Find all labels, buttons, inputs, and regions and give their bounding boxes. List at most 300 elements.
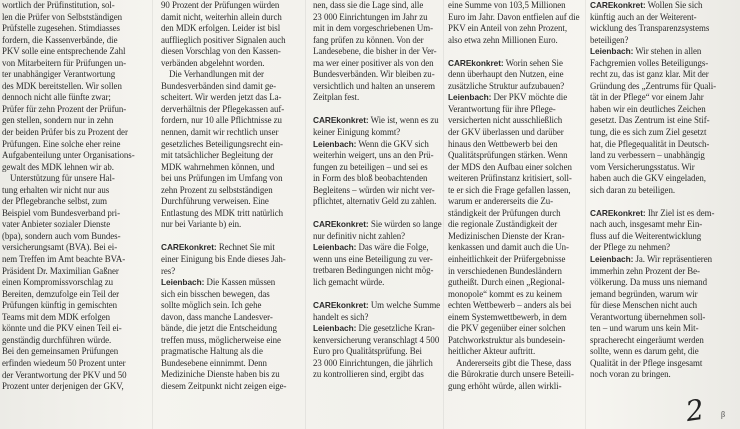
column-gutter — [305, 0, 306, 429]
text-line — [448, 162, 586, 174]
line-text: kenversicherung veranschlagt 4 500 — [313, 334, 440, 345]
line-text: dennoch nicht alle fünfte zwar; — [2, 92, 111, 103]
text-line — [2, 312, 140, 324]
line-text: die regionale Zuständigkeit der — [448, 219, 558, 230]
text-line — [448, 231, 586, 243]
text-line — [2, 370, 140, 382]
interview-line — [448, 58, 586, 70]
interview-line — [313, 115, 451, 127]
text-line — [313, 81, 451, 93]
text-line — [448, 115, 586, 127]
line-text: kenkassen und damit auch die Un- — [448, 242, 569, 253]
line-text: sollte, wenn es darum geht, die — [590, 346, 699, 357]
line-text: des MDK bereitstellen. Wir sollen — [2, 80, 122, 91]
text-line — [448, 312, 586, 324]
line-text: in Form des bloß beobachtenden — [313, 173, 428, 184]
text-line — [448, 12, 586, 24]
line-text: genständig durchführen würde. — [2, 334, 112, 345]
text-line — [313, 346, 451, 358]
line-text: zehn Prozent zu selbstständigen — [161, 184, 273, 195]
text-line — [161, 312, 299, 324]
text-line — [313, 69, 451, 81]
text-line — [590, 231, 734, 243]
text-line — [448, 242, 586, 254]
line-text: wortlich der Prüfinstitution, sol- — [2, 0, 115, 10]
text-line — [448, 323, 586, 335]
line-text: Patchworkstruktur als bundesein- — [448, 334, 566, 345]
text-line — [161, 254, 299, 266]
text-line — [2, 127, 140, 139]
text-line — [590, 150, 734, 162]
text-line — [2, 173, 140, 185]
line-text: PKV ein Anteil von zehn Prozent, — [448, 23, 568, 34]
line-text: eine Summe von 103,5 Millionen — [448, 0, 566, 10]
line-text: Das wäre die Folge, — [356, 242, 429, 253]
text-line — [2, 266, 140, 278]
answer-label: Leienbach: — [313, 242, 357, 253]
text-line — [161, 81, 299, 93]
line-text: monopole“ kommt es zu keinem — [448, 288, 562, 299]
line-text: Die Verhandlungen mit der — [169, 69, 264, 80]
text-line — [448, 104, 586, 116]
line-text: der GKV überlassen und darüber — [448, 126, 564, 137]
text-line — [161, 69, 299, 81]
text-line — [590, 323, 734, 335]
answer-label: Leienbach: — [313, 138, 357, 149]
line-text: tretbaren Bedingungen nicht mög- — [313, 265, 434, 276]
text-line — [590, 35, 734, 47]
text-line — [2, 300, 140, 312]
text-line — [590, 58, 734, 70]
line-text: Landesebene, die bisher in der Ver- — [313, 46, 437, 57]
text-column-3 — [313, 0, 451, 429]
line-text: Medizinischen Dienste der Kran- — [448, 230, 565, 241]
line-text: Qualität in der Pflege insgesamt — [590, 357, 703, 368]
answer-label: Leienbach: — [590, 253, 634, 264]
text-line — [448, 69, 586, 81]
text-line — [448, 346, 586, 358]
line-text: nur bei Variante b) ein. — [161, 219, 242, 230]
text-line — [313, 277, 451, 289]
line-text: Aufgabenteilung unter Organisations- — [2, 150, 135, 161]
text-line — [448, 369, 586, 381]
text-line — [448, 0, 586, 12]
line-text: tung, die es sich zum Ziel gesetzt — [590, 127, 707, 138]
line-text: Bundesebene einnimmt. Denn — [161, 357, 267, 368]
line-text: treffen muss, möglicherweise eine — [161, 334, 281, 345]
text-line — [2, 242, 140, 254]
line-text: Mediziniche Dienste haben bis zu — [161, 369, 280, 380]
line-text: könnte und die PKV einen Teil ei- — [2, 323, 122, 334]
text-line — [161, 139, 299, 151]
text-line — [161, 381, 299, 393]
line-text: gutheißt. Durch einen „Regional- — [448, 277, 565, 288]
line-text: zusätzliche Struktur aufzubauen? — [448, 80, 565, 91]
line-text: nen, dass sie die Lage sind, alle — [313, 0, 424, 10]
line-text: noch voran zu bringen. — [590, 369, 671, 380]
text-line — [448, 219, 586, 231]
corner-mark: β — [721, 410, 726, 419]
text-line — [2, 162, 140, 174]
line-text: der MDS den Aufbau einer solchen — [448, 161, 572, 172]
text-line — [448, 35, 586, 47]
text-line — [448, 150, 586, 162]
text-line — [2, 139, 140, 151]
line-text: scheitert. Wir werden jetzt das La- — [161, 92, 282, 103]
question-label: CAREkonkret: — [313, 300, 369, 311]
question-label: CAREkonkret: — [161, 242, 217, 253]
line-text: von Mitarbeitern für Prüfungen un- — [2, 57, 126, 68]
text-line — [161, 23, 299, 35]
line-text: also etwa zehn Millionen Euro. — [448, 34, 558, 45]
line-text: Prozent unter derjenigen der GKV, — [2, 381, 124, 392]
line-text: für diese Menschen nicht auch — [590, 300, 697, 311]
text-line — [313, 265, 451, 277]
text-line — [590, 289, 734, 301]
line-text: sich daran zu beteiligen. — [590, 184, 675, 195]
text-column-1 — [2, 0, 140, 429]
line-text: Rechnet Sie mit — [216, 242, 275, 253]
text-line — [590, 127, 734, 139]
text-line — [590, 185, 734, 197]
text-line — [313, 369, 451, 381]
line-text: nur definitiv nicht zahlen? — [313, 230, 406, 241]
text-line — [161, 289, 299, 301]
text-line — [313, 185, 451, 197]
line-text: Um welche Summe — [368, 300, 441, 311]
text-line — [2, 81, 140, 93]
interview-line — [161, 242, 299, 254]
line-text: ma wer einer positiver als von den — [313, 57, 434, 68]
text-line — [313, 358, 451, 370]
interview-line — [313, 323, 451, 335]
line-text: fordern, nur 10 alle Pflichtnisse zu — [161, 115, 282, 126]
question-label: CAREkonkret: — [590, 0, 646, 10]
line-text: ter unabhängiger Verantwortung — [2, 69, 116, 80]
line-text: den MDK erfolgen. Leider ist bisl — [161, 23, 281, 34]
line-text: PKV solle eine entsprechende Zahl — [2, 46, 126, 57]
line-text: einer Einigung bis Ende dieses Jah- — [161, 253, 286, 264]
interview-line — [161, 277, 299, 289]
line-text: handelt es sich? — [313, 311, 369, 322]
line-text: Euro pro Qualitätsprüfung. Bei — [313, 346, 422, 357]
column-gutter — [585, 0, 586, 429]
line-text: in verschiedenen Bundesländern — [448, 265, 562, 276]
text-line — [590, 300, 734, 312]
line-text: der Pflege zu nehmen? — [590, 242, 671, 253]
text-line — [161, 12, 299, 24]
line-text: zu kontrollieren sind, ergibt das — [313, 369, 424, 380]
text-line — [2, 12, 140, 24]
line-text: len die Prüfer von Selbstständigen — [2, 11, 123, 22]
text-line — [2, 323, 140, 335]
line-text: Bei den gemeinsamen Prüfungen — [2, 346, 119, 357]
text-line — [2, 185, 140, 197]
text-line — [590, 358, 734, 370]
line-text: beteiligen? — [590, 34, 629, 45]
text-line — [313, 0, 451, 12]
answer-label: Leienbach: — [590, 46, 634, 57]
line-text: Durchführung verweisen. Eine — [161, 196, 269, 207]
text-line — [161, 150, 299, 162]
line-text: 23 000 Einrichtungen, die jährlich — [313, 357, 433, 368]
line-text: Prüfstelle zugesehen. Stimdiasses — [2, 23, 120, 34]
line-text: pflichtet, alternativ Geld zu zahlen. — [313, 196, 437, 207]
line-text: ständigkeit der Prüfungen durch — [448, 207, 561, 218]
line-text: fungen zu beteiligen – und sei es — [313, 161, 428, 172]
line-text: einem Systemwettbewerb, in dem — [448, 311, 567, 322]
text-line — [161, 104, 299, 116]
text-line — [2, 219, 140, 231]
text-line — [2, 0, 140, 12]
line-text: aufflieglich positiver Signalen auch — [161, 34, 286, 45]
text-line — [161, 266, 299, 278]
line-text: fang prüfen zu können. Von der — [313, 34, 424, 45]
text-line — [590, 115, 734, 127]
line-text: Worin sehen Sie — [503, 57, 563, 68]
text-line — [161, 58, 299, 70]
line-text: fordern, die Kassenverbände, die — [2, 34, 118, 45]
line-text: Bereiten, demzufolge ein Teil der — [2, 288, 120, 299]
line-text: Euro im Jahr. Davon entfielen auf die — [448, 11, 580, 22]
text-line — [2, 381, 140, 393]
line-text: gesetzt. Das Zentrum ist eine Stif- — [590, 115, 710, 126]
text-line — [2, 23, 140, 35]
text-line — [161, 35, 299, 47]
line-text: vom Versicherungsstatus. Wir — [590, 161, 695, 172]
line-text: gewalt des MDK lehnen wir ab. — [2, 161, 114, 172]
text-line — [2, 277, 140, 289]
text-line — [2, 69, 140, 81]
line-text: sollte möglich sein. Ich gehe — [161, 300, 262, 311]
interview-line — [313, 300, 451, 312]
text-line — [313, 58, 451, 70]
text-line — [313, 35, 451, 47]
line-text: Entlastung des MDK tritt natürlich — [161, 207, 284, 218]
line-text: 90 Prozent der Prüfungen würden — [161, 0, 280, 10]
line-text: (bpa), sondern auch vom Bundes- — [2, 230, 121, 241]
line-text: die Bürokratie durch unsere Beteili- — [448, 369, 574, 380]
line-text: versicherungsamt (BVA). Bei ei- — [2, 242, 118, 253]
text-line — [590, 335, 734, 347]
answer-label: Leienbach: — [448, 92, 492, 103]
line-text: Sie würden so lange — [368, 219, 442, 230]
line-text: versicherten nicht ausschließlich — [448, 115, 563, 126]
line-text: der Verantwortung der PKV und 50 — [2, 369, 127, 380]
text-line — [590, 139, 734, 151]
answer-label: Leienbach: — [161, 277, 205, 288]
text-line — [161, 300, 299, 312]
line-text: gen stellen, sondern nur in zehn — [2, 115, 114, 126]
line-text: Andererseits gibt die These, dass — [456, 357, 572, 368]
text-line — [161, 335, 299, 347]
question-label: CAREkonkret: — [448, 57, 504, 68]
text-line — [313, 196, 451, 208]
text-line — [161, 358, 299, 370]
line-text: Unterstützung für unsere Hal- — [10, 173, 115, 184]
text-line — [161, 185, 299, 197]
line-text: Prüfer für zehn Prozent der Prüfun- — [2, 103, 127, 114]
line-text: Begleitens – würden wir nicht ver- — [313, 184, 435, 195]
line-text: Bundesverbänden. Wir bleiben zu- — [313, 69, 435, 80]
text-line — [2, 104, 140, 116]
line-text: Die gesetzliche Kran- — [356, 323, 435, 334]
line-text: Wir stehen in allen — [633, 46, 702, 57]
line-text: künftig auch an der Weiterent- — [590, 11, 697, 22]
line-text: weiterhin weigert, uns an den Prü- — [313, 150, 434, 161]
line-text: derverhältnis der Pflegekassen auf- — [161, 103, 285, 114]
line-text: völkerung. Da muss uns niemand — [590, 277, 708, 288]
text-line — [161, 346, 299, 358]
text-line — [590, 219, 734, 231]
text-line — [313, 46, 451, 58]
column-gutter — [152, 0, 153, 429]
question-label: CAREkonkret: — [313, 219, 369, 230]
line-text: Gründung des „Zentrums für Quali- — [590, 80, 717, 91]
line-text: Bundesverbänden sind damit ge- — [161, 80, 277, 91]
text-line — [2, 289, 140, 301]
question-label: CAREkonkret: — [590, 207, 646, 218]
text-line — [590, 81, 734, 93]
text-line — [2, 346, 140, 358]
text-line — [2, 35, 140, 47]
text-line — [590, 312, 734, 324]
line-text: Die Kassen müssen — [204, 277, 276, 288]
text-line — [2, 335, 140, 347]
text-line — [313, 335, 451, 347]
line-text: Ihr Ziel ist es dem- — [645, 207, 715, 218]
text-line — [161, 115, 299, 127]
line-text: tät in der Pflege“ vor einem Jahr — [590, 92, 704, 103]
text-line — [161, 323, 299, 335]
text-line — [448, 266, 586, 278]
line-text: lich gemacht würde. — [313, 277, 385, 288]
text-line — [448, 127, 586, 139]
line-text: fluss auf die Weiterentwicklung — [590, 230, 702, 241]
line-text: Beispiel vom Bundesverband pri- — [2, 207, 120, 218]
line-text: einheitlichkeit der Prüfergebnisse — [448, 253, 566, 264]
line-text: sich ein bisschen bewegen, das — [161, 288, 270, 299]
line-text: Prüfungen künftig in gemischten — [2, 300, 118, 311]
text-line — [590, 69, 734, 81]
text-line — [590, 23, 734, 35]
line-text: MDK wahrnehmen können, und — [161, 161, 275, 172]
line-text: Verantwortung übernehmen soll- — [590, 311, 706, 322]
line-text: gung erhöht würde, allen wirkli- — [448, 381, 562, 391]
text-line — [448, 381, 586, 393]
text-line — [161, 0, 299, 12]
text-line — [2, 58, 140, 70]
interview-line — [448, 92, 586, 104]
text-line — [2, 150, 140, 162]
text-line — [2, 208, 140, 220]
line-text: bände, die jetzt die Entscheidung — [161, 323, 277, 334]
text-line — [313, 12, 451, 24]
line-text: haben wir ein deutliches Zeichen — [590, 103, 706, 114]
line-text: Ja. Wir repräsentieren — [633, 253, 712, 264]
line-text: bei uns Prüfungen im Umfang von — [161, 173, 283, 184]
text-line — [313, 162, 451, 174]
line-text: versichtlich und halten an unserem — [313, 80, 436, 91]
text-line — [590, 173, 734, 185]
text-line — [448, 300, 586, 312]
line-text: Präsident Dr. Maximilian Gaßner — [2, 265, 119, 276]
line-text: die PKV gegenüber einer solchen — [448, 323, 566, 334]
interview-line — [590, 0, 734, 12]
handwritten-page-number: 2 — [683, 392, 707, 429]
text-line — [590, 162, 734, 174]
line-text: heitlicher Akteur auftritt. — [448, 346, 536, 357]
interview-line — [590, 254, 734, 266]
line-text: haben auch die GKV eingeladen, — [590, 173, 706, 184]
text-line — [2, 358, 140, 370]
text-line — [590, 266, 734, 278]
line-text: Wenn die GKV sich — [356, 138, 429, 149]
line-text: Fachgremien volles Beteiligungs- — [590, 57, 709, 68]
line-text: echten Wettbewerb – anders als bei — [448, 300, 572, 311]
text-line — [161, 208, 299, 220]
text-line — [313, 173, 451, 185]
interview-line — [313, 242, 451, 254]
interview-line — [313, 219, 451, 231]
text-line — [2, 115, 140, 127]
text-line — [161, 173, 299, 185]
text-line — [448, 277, 586, 289]
line-text: wicklung des Transparenzsystems — [590, 23, 710, 34]
line-text: Zeitplan fest. — [313, 92, 360, 103]
interview-line — [313, 139, 451, 151]
text-line — [448, 208, 586, 220]
text-line — [448, 139, 586, 151]
line-text: wenn uns eine Beteiligung zu ver- — [313, 253, 433, 264]
line-text: te er sich die Frage gefallen lassen, — [448, 184, 571, 195]
line-text: immerhin zehn Prozent der Be- — [590, 265, 700, 276]
line-text: Prüfungen. Eine solche eher reine — [2, 138, 121, 149]
text-line — [590, 242, 734, 254]
text-line — [590, 346, 734, 358]
line-text: Wie ist, wenn es zu — [368, 115, 439, 126]
line-text: Wollen Sie sich — [645, 0, 703, 10]
line-text: denn überhaupt den Nutzen, eine — [448, 69, 564, 80]
line-text: jemand begründen, warum wir — [590, 288, 698, 299]
line-text: Der PKV möchte die — [491, 92, 568, 103]
text-line — [161, 162, 299, 174]
line-text: recht zu, das ist ganz klar. Mit der — [590, 69, 709, 80]
line-text: res? — [161, 265, 176, 276]
line-text: mit tatsächlicher Begleitung der — [161, 150, 274, 161]
text-line — [313, 23, 451, 35]
line-text: nennen, damit wir rechtlich unser — [161, 127, 279, 138]
text-line — [313, 231, 451, 243]
text-line — [161, 92, 299, 104]
text-line — [590, 12, 734, 24]
question-label: CAREkonkret: — [313, 115, 369, 126]
text-line — [590, 369, 734, 381]
line-text: gesetzliches Beteiligungsrecht ein- — [161, 138, 283, 149]
line-text: davon, dass manche Landesver- — [161, 311, 273, 322]
text-line — [313, 150, 451, 162]
line-text: weiteren Prüfinstanz kritisiert, soll- — [448, 173, 572, 184]
text-line — [2, 196, 140, 208]
text-line — [448, 254, 586, 266]
line-text: 23 000 Einrichtungen im Jahr zu — [313, 11, 428, 22]
text-line — [161, 196, 299, 208]
text-line — [448, 358, 586, 370]
text-line — [448, 173, 586, 185]
text-line — [590, 92, 734, 104]
text-column-5 — [590, 0, 734, 429]
text-line — [313, 312, 451, 324]
